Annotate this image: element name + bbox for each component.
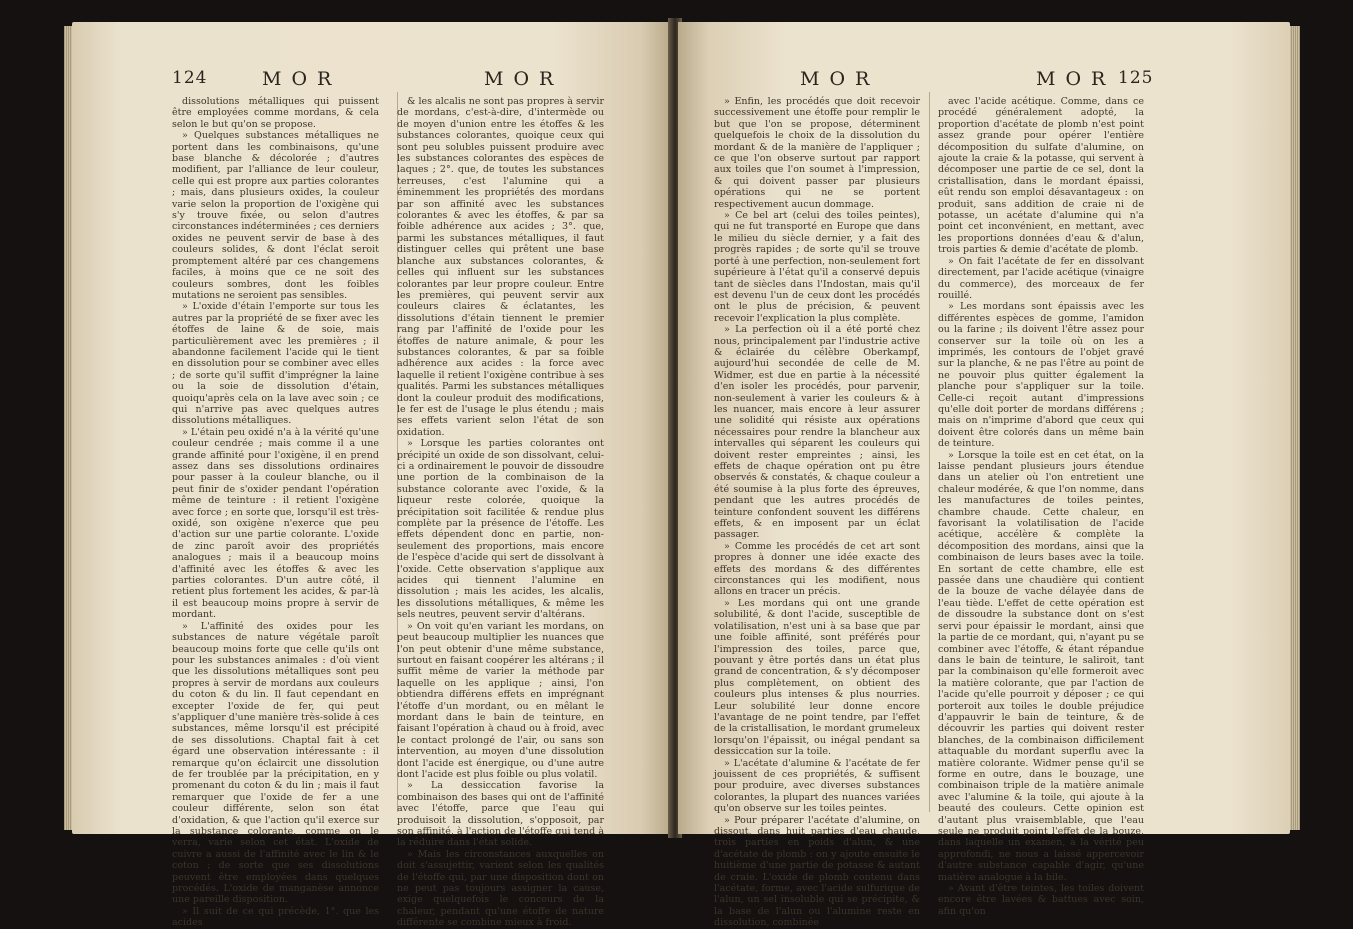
paragraph: » Lorsque la toile est en cet état, on la laisse pendant plusieurs jours étendue dans un atelier où l'on entretient une chaleur modérée, & que l'on nomme, dans les manufactures de toiles peintes, chambre chaude. Cette chaleur, en favorisant la volatilisation de l'acide acétique, accélère & complète la décomposition des mordans, ainsi que la combinaison de leurs bases avec la toile. En sortant de cette chambre, elle est passée dans une chaudière qui contient de la bouze de vache délayée dans de l'eau tiède. L'effet de cette opération est de dissoudre la substance dont on s'est servi pour épaissir le mordant, ainsi que la partie de ce mordant, qui, n'ayant pu se combiner avec l'étoffe, & étant répandue dans le bain de teinture, le saliroit, tant par la combinaison qu'elle formeroit avec la matière colorante, que par l'action de l'acide qu'elle pourroit y déposer ; ce qui porteroit aux toiles le double préjudice d'appauvrir le bain de teinture, & de découvrir les parties qui doivent rester blanches, de la combinaison difficilement attaquable du mordant superflu avec la matière colorante. Widmer pense qu'il se forme en outre, dans le bouzage, une combinaison triple de la matière animale avec l'alumine & la toile, qui ajoute à la beauté des couleurs. Cette opinion est d'autant plus vraisemblable, que l'eau seule ne produit point l'effet de la bouze, dans laquelle un examen, à la vérité peu approfondi, ne nous a laissé appercevoir d'autre substance capable d'agir, qu'une matière analogue à la bile.: [938, 449, 1144, 883]
left-page: [72, 22, 672, 929]
right-column-1: [714, 96, 920, 929]
left-running-head-1: MOR: [262, 68, 342, 90]
right-page-columns: [714, 96, 1144, 929]
paragraph: » Quelques substances métalliques ne portent dans les combinaisons, qu'une base blanche & décolorée ; d'autres modifient, par l'alliance de leur couleur, celle qui est propre aux parties colorantes ; mais, dans plusieurs oxides, la couleur varie selon la proportion de l'oxigène qui s'y trouve fixée, ou selon d'autres circonstances indéterminées ; ces derniers oxides ne peuvent servir de base à des couleurs solides, & dont l'éclat seroit promptement altéré par ces changemens faciles, à moins que ce ne soit des couleurs sombres, dont les foibles mutations ne seroient pas sensibles.: [172, 130, 380, 301]
left-column-2: [397, 96, 604, 929]
paragraph: » On fait l'acétate de fer en dissolvant directement, par l'acide acétique (vinaigre du commerce), des morceaux de fer rouillé.: [938, 255, 1144, 301]
paragraph: avec l'acide acétique. Comme, dans ce procédé généralement adopté, la proportion d'acétate de plomb n'est point assez grande pour opérer l'entière décomposition du sulfate d'alumine, on ajoute la craie & la potasse, qui servent à décomposer une partie de ce sel, dont la cristallisation, dans le mordant épaissi, eût rendu son emploi désavantageux : on produit, sans addition de craie ni de potasse, un acétate d'alumine qui n'a point cet inconvénient, en mettant, avec les proportions données d'eau & d'alun, trois parties & demie d'acétate de plomb.: [938, 96, 1144, 256]
left-page-edges: [64, 26, 72, 830]
paragraph: » L'étain peu oxidé n'a à la vérité qu'une couleur cendrée ; mais comme il a une grande affinité pour l'oxigène, il en prend assez dans ses dissolutions ordinaires pour passer à la couleur blanche, ou il peut finir de s'oxider pendant l'opération même de teinture : il retient l'oxigène avec force ; en sorte que, lorsqu'il est très-oxidé, son oxigène n'exerce que peu d'action sur une partie colorante. L'oxide de zinc paroît avoir des propriétés analogues ; mais il a beaucoup moins d'affinité avec les étoffes & avec les parties colorantes. D'un autre côté, il retient plus fortement les acides, & par-là il est beaucoup moins propre à servir de mordant.: [172, 426, 379, 621]
paragraph: & les alcalis ne sont pas propres à servir de mordans, c'est-à-dire, d'intermède ou de moyen d'union entre les étoffes & les substances colorantes, quoique ceux qui sont peu solubles puissent produire avec les substances colorantes des espèces de laques ; 2°. que, de toutes les substances terreuses, c'est l'alumine qui a éminemment les propriétés des mordans par son affinité avec les substances colorantes & avec les étoffes, & par sa foible adhérence aux acides ; 3°. que, parmi les substances métalliques, il faut distinguer celles qui prêtent une base blanche aux substances colorantes, & celles qui influent sur les substances colorantes par leur propre couleur. Entre les premières, qui peuvent servir aux couleurs claires & éclatantes, les dissolutions d'étain tiennent le premier rang par l'affinité de l'oxide pour les étoffes de nature animale, & pour les substances colorantes, & par sa foible adhérence aux acides : la force avec laquelle il retient l'oxigène contribue à ses qualités. Parmi les substances métalliques dont la couleur produit des modifications, le fer est de l'usage le plus étendu ; mais ses effets varient selon l'état de son oxidation.: [397, 96, 604, 438]
right-page: [678, 22, 1290, 929]
paragraph: dissolutions métalliques qui puissent être employées comme mordans, & cela selon le but qu'on se propose.: [172, 96, 379, 130]
paragraph: » L'affinité des oxides pour les substances de nature végétale paroît beaucoup moins forte que celle qu'ils ont pour les substances animales : d'où vient que les dissolutions métalliques sont peu propres à servir de mordans aux couleurs du coton & du lin. Il faut cependant en excepter l'oxide de fer, qui peut s'appliquer d'une manière très-solide à ces substances, même lorsqu'il est précipité de ses dissolutions. Chaptal fait à cet égard une observation intéressante : il remarque qu'on éclaircit une dissolution de fer troublée par la précipitation, en y promenant du coton & du lin ; mais il faut remarquer que l'oxide de fer a une couleur différente, selon son état d'oxidation, & que l'action qu'il exerce sur la substance colorante, comme on le verra, varie selon cet état. L'oxide de cuivre a aussi de l'affinité avec le lin & le coton ; de sorte que ses dissolutions peuvent être employées dans quelques procédés. L'oxide de manganèse annonce une pareille disposition.: [172, 620, 379, 906]
left-page-columns: [172, 96, 604, 929]
right-column-2: [938, 96, 1144, 917]
paragraph: » Ce bel art (celui des toiles peintes), qui ne fut transporté en Europe que dans le milieu du siècle dernier, y a fait des progrès rapides ; de sorte qu'il se trouve porté à une perfection, non-seulement fort supérieure à l'état qu'il a conservé depuis tant de siècles dans l'Indostan, mais qu'il est devenu l'un de ceux dont les procédés ont le plus de précision, & peuvent recevoir l'explication la plus complète.: [714, 210, 920, 324]
paragraph: » Il suit de ce qui précède, 1°. que les acides: [172, 905, 379, 929]
paragraph: » La perfection où il a été porté chez nous, principalement par l'industrie active & éclairée du célèbre Oberkampf, aujourd'hui secondée de celle de M. Widmer, est due en partie à la nécessité d'en isoler les procédés, pour parvenir, non-seulement à varier les couleurs & à les nuancer, mais encore à leur assurer une solidité qui résiste aux opérations nécessaires pour rendre la blancheur aux intervalles qui séparent les couleurs qui doivent rester empreintes ; ainsi, les effets de chaque opération ont pu être observés & constatés, & chaque couleur a été soumise à la plus forte des épreuves, pendant que les autres procédés de teinture confondent souvent les différens effets, & en imposent par un éclat passager.: [714, 324, 920, 541]
paragraph: » L'oxide d'étain l'emporte sur tous les autres par la propriété de se fixer avec les étoffes de laine & de soie, mais particulièrement avec les premières ; il abandonne facilement l'acide qui le tient en dissolution pour se combiner avec elles ; de sorte qu'il suffit d'imprégner la laine ou la soie de dissolution d'étain, quoiqu'après cela on la lave avec soin ; ce qui n'arrive pas avec quelques autres dissolutions métalliques.: [172, 301, 379, 427]
paragraph: » Pour préparer l'acétate d'alumine, on dissout, dans huit parties d'eau chaude, trois parties en poids d'alun, & une d'acétate de plomb : on y ajoute ensuite le huitième d'une partie de potasse & autant de craie. L'oxide de plomb contenu dans l'acétate, forme, avec l'acide sulfurique de l'alun, un sel insoluble qui se précipite, & la base de l'alun ou l'alumine reste en dissolution, combinée: [714, 814, 920, 929]
left-column-1: [172, 96, 380, 929]
paragraph: » Les mordans sont épaissis avec les différentes espèces de gomme, l'amidon ou la farine ; ils doivent l'être assez pour conserver sur la toile où on les a imprimés, les contours de l'objet gravé sur la planche, & ne pas l'être au point de ne pouvoir plus quitter également la planche pour s'appliquer sur la toile. Celle-ci reçoit autant d'impressions qu'elle doit porter de mordans différens ; mais on n'imprime d'abord que ceux qui doivent être colorés dans un même bain de teinture.: [938, 301, 1144, 450]
right-running-head-1: MOR: [800, 68, 880, 90]
left-page-number: 124: [172, 68, 208, 88]
right-page-number: 125: [1118, 68, 1154, 88]
paragraph: » L'acétate d'alumine & l'acétate de fer jouissent de ces propriétés, & suffisent pour produire, avec diverses substances colorantes, la plupart des nuances variées qu'on observe sur les toiles peintes.: [714, 757, 920, 815]
paragraph: » La dessiccation favorise la combinaison des bases qui ont de l'affinité avec l'étoffe, parce que l'eau qui produisoit la dissolution, s'opposoit, par son affinité, à l'action de l'étoffe qui tend à la réduire dans l'état solide.: [397, 780, 604, 849]
paragraph: » Comme les procédés de cet art sont propres à donner une idée exacte des effets des mordans & des différentes circonstances qui les modifient, nous allons en tracer un précis.: [714, 540, 920, 598]
right-running-head-2: MOR: [1036, 68, 1116, 90]
right-page-edges: [1290, 26, 1300, 830]
paragraph: » Avant d'être teintes, les toiles doivent encore être lavées & battues avec soin, afin qu'on: [938, 883, 1144, 917]
paragraph: » Mais les circonstances auxquelles on doit s'assujettir, varient selon les qualités de l'étoffe qui, par une disposition dont on ne peut pas toujours assigner la cause, exige quelquefois le concours de la chaleur, pendant qu'une étoffe de nature différente se combine mieux à froid.: [397, 848, 604, 929]
paragraph: » Lorsque les parties colorantes ont précipité un oxide de son dissolvant, celui-ci a ordinairement le pouvoir de dissoudre une portion de la combinaison de la substance colorante avec l'oxide, & la liqueur reste colorée, quoique la précipitation soit facilitée & rendue plus complète par la présence de l'étoffe. Les effets dépendent donc en partie, non-seulement des proportions, mais encore de l'espèce d'acide qui sert de dissolvant à l'oxide. Cette observation s'applique aux acides qui tiennent l'alumine en dissolution ; mais les acides, les alcalis, les dissolutions métalliques, & même les sels neutres, peuvent servir d'altérans.: [397, 438, 604, 621]
left-running-head-2: MOR: [484, 68, 564, 90]
paragraph: » Enfin, les procédés que doit recevoir successivement une étoffe pour remplir le but que l'on se propose, déterminent quelquefois le choix de la dissolution du mordant & de la manière de l'appliquer ; ce que l'on observe surtout par rapport aux toiles que l'on soumet à l'impression, & qui doivent passer par plusieurs opérations qui ne se portent respectivement aucun dommage.: [714, 96, 920, 210]
paragraph: » Les mordans qui ont une grande solubilité, & dont l'acide, susceptible de volatilisation, n'est uni à sa base que par une foible affinité, sont préférés pour l'impression des toiles, parce que, pouvant y être portés dans un état plus grand de concentration, & s'y décomposer plus complètement, on obtient des couleurs plus intenses & plus nourries. Leur solubilité leur donne encore l'avantage de ne point tendre, par l'effet de la cristallisation, le mordant grumeleux lorsqu'on l'épaissit, ou inégal pendant sa dessiccation sur la toile.: [714, 597, 920, 758]
paragraph: » On voit qu'en variant les mordans, on peut beaucoup multiplier les nuances que l'on peut obtenir d'une même substance, surtout en faisant coopérer les altérans ; il suffit même de varier la méthode par laquelle on les applique ; ainsi, l'on obtiendra différens effets en imprégnant l'étoffe d'un mordant, ou en mêlant le mordant dans le bain de teinture, en faisant l'opération à chaud ou à froid, avec le contact prolongé de l'air, ou sans son intervention, au moyen d'une dissolution dont l'acide est énergique, ou d'une autre dont l'acide est plus foible ou plus volatil.: [397, 620, 604, 780]
